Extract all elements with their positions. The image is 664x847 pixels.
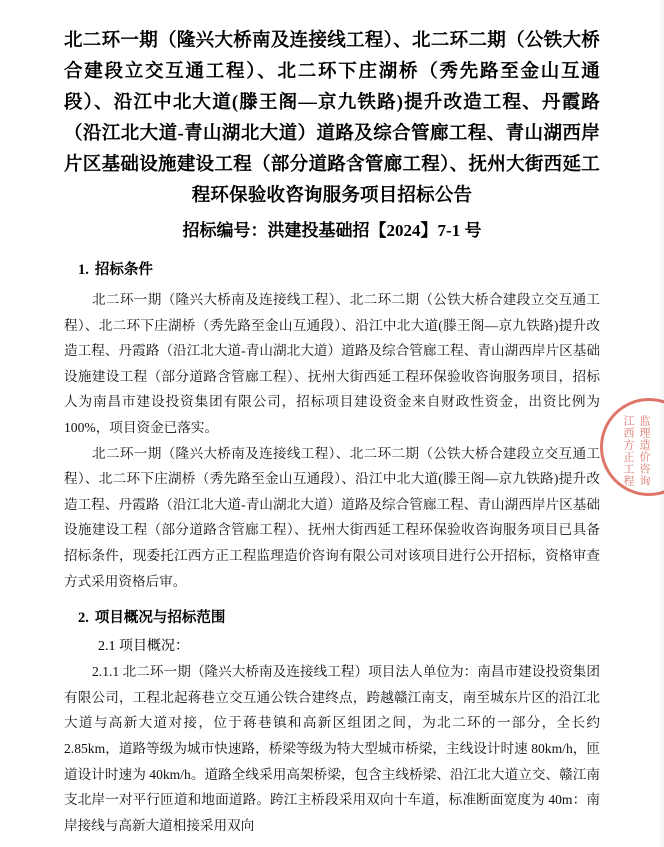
section-1-paragraph-1: 北二环一期（隆兴大桥南及连接线工程）、北二环二期（公铁大桥合建段立交互通工程）、北二环下庄湖桥（秀先路至金山互通段）、沿江中北大道(滕王阁—京九铁路)提升改造工程、丹霞路（沿江北大道-青山湖北大道）道路及综合管廊工程、青山湖西岸片区基础设施建设工程（部分道路含管廊工程）、抚州大街西延工程环保验收咨询服务项目，招标人为南昌市建设投资集团有限公司，招标项目建设资金来自财政性资金，出资比例为 100%，项目资金已落实。 — [64, 292, 600, 435]
section-2-sub-heading: 2.1 项目概况： — [98, 639, 189, 655]
official-seal-stamp — [600, 398, 664, 496]
section-number-2: 2. — [78, 610, 89, 627]
seal-text-line-1: 江西方正工程 — [622, 415, 634, 487]
section-heading-1 — [64, 258, 600, 279]
page-title: 北二环一期（隆兴大桥南及连接线工程）、北二环二期（公铁大桥合建段立交互通工程）、北二环下庄湖桥（秀先路至金山互通段）、沿江中北大道(滕王阁—京九铁路)提升改造工程、丹霞路（沿江北大道-青山湖北大道）道路及综合管廊工程、青山湖西岸片区基础设施建设工程（部分道路含管廊工程）、抚州大街西延工程环保验收咨询服务项目招标公告 — [64, 31, 600, 206]
section-heading-2 — [64, 606, 600, 627]
seal-text-line-2: 监理造价咨询 — [638, 415, 650, 487]
section-number-1: 1. — [78, 262, 89, 278]
section-2-paragraph-1: 2.1.1 北二环一期（隆兴大桥南及连接线工程）项目法人单位为：南昌市建设投资集团有限公司，工程北起蒋巷立交互通公铁合建终点，跨越赣江南支，南至城东片区的沿江北大道与高新大道对接，位于蒋巷镇和高新区组团之间，为北二环的一部分，全长约 2.85km，道路等级为城市快速路，桥梁等级为特大型城市桥梁，主线设计时速 80km/h，匝道设计时速为 40km/h。道路全线采用高架桥梁，包含主线桥梁、沿江北大道立交、赣江南支北岸一对平行匝道和地面道路。跨江主桥段采用双向十车道，标准断面宽度为 40m：南岸接线与高新大道相接采用双向 — [64, 664, 600, 833]
section-1-paragraph-2: 北二环一期（隆兴大桥南及连接线工程）、北二环二期（公铁大桥合建段立交互通工程）、北二环下庄湖桥（秀先路至金山互通段）、沿江中北大道(滕王阁—京九铁路)提升改造工程、丹霞路（沿江北大道-青山湖北大道）道路及综合管廊工程、青山湖西岸片区基础设施建设工程（部分道路含管廊工程）、抚州大街西延工程环保验收咨询服务项目已具备招标条件，现委托江西方正工程监理造价咨询有限公司对该项目进行公开招标，资格审查方式采用资格后审。 — [64, 445, 600, 589]
section-title-1: 招标条件 — [94, 262, 153, 278]
tender-number-subtitle: 招标编号：洪建投基础招【2024】7-1 号 — [182, 221, 482, 240]
section-title-2: 项目概况与招标范围 — [94, 610, 226, 627]
